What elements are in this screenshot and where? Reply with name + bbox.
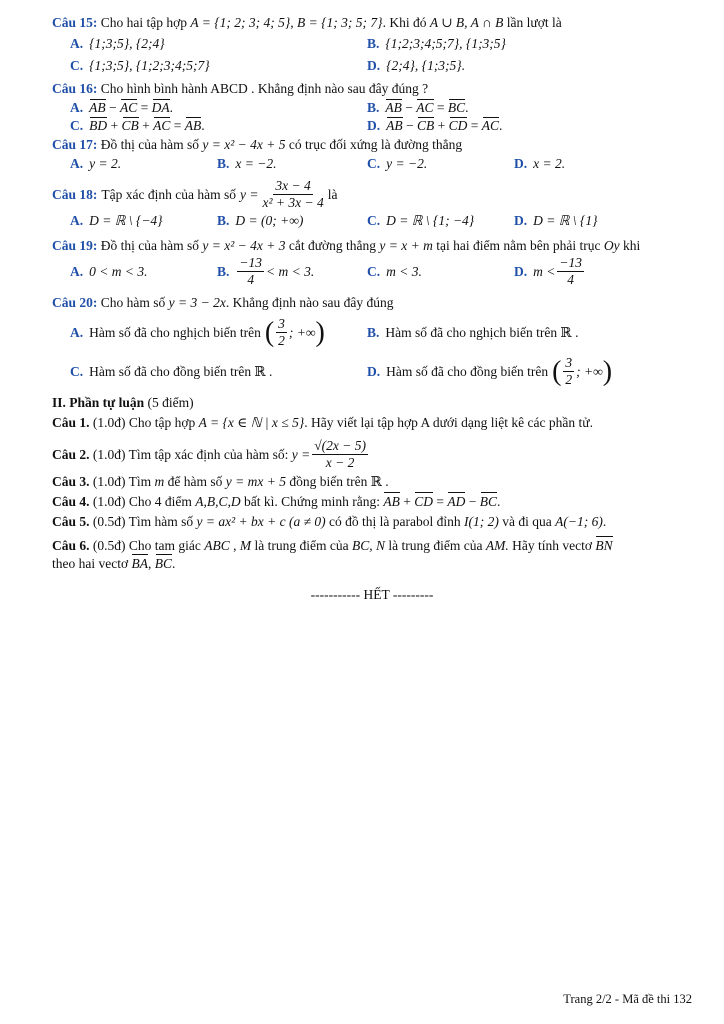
vector: BC xyxy=(447,100,466,115)
option-text: {1;3;5}, {1;2;3;4;5;7} xyxy=(89,58,210,73)
option-text: {2;4}, {1;3;5}. xyxy=(386,58,466,73)
operator: = xyxy=(137,100,152,115)
option-text: Hàm số đã cho nghịch biến trên ℝ . xyxy=(385,324,579,340)
question-19 xyxy=(52,237,692,255)
vector: AB xyxy=(89,100,106,115)
option-label: D. xyxy=(514,156,528,171)
axis-name: Oy xyxy=(603,238,620,253)
question-label: Câu 17: xyxy=(52,137,98,152)
option-a[interactable] xyxy=(70,264,217,280)
essay-text: và đi qua xyxy=(498,514,556,529)
question-stem: cắt đường thẳng xyxy=(285,238,380,253)
option-c[interactable] xyxy=(367,264,514,280)
option-label: B. xyxy=(217,156,230,171)
fraction-numerator: 3 xyxy=(565,355,573,370)
vector: AB xyxy=(383,494,400,509)
vector: CB xyxy=(417,118,435,133)
option-d[interactable] xyxy=(514,156,565,172)
math-expression: y = ax² + bx + c (a ≠ 0) xyxy=(196,514,326,529)
question-stem: có trục đối xứng là đường thẳng xyxy=(285,137,463,152)
essay-text: (1.0đ) Tìm xyxy=(89,474,155,489)
fraction xyxy=(276,316,287,349)
math-expression: y = x + m xyxy=(379,238,433,253)
option-label: A. xyxy=(70,100,84,115)
vector: CD xyxy=(448,118,468,133)
vector: DA xyxy=(151,100,170,115)
question-label: Câu 15: xyxy=(52,15,98,30)
option-label: A. xyxy=(70,324,84,340)
question-stem: Tập xác định của hàm số xyxy=(101,186,236,202)
essay-text: là trung điểm của xyxy=(385,538,486,553)
math-expression: I(1; 2) xyxy=(463,514,499,529)
fraction-numerator: √(2x − 5) xyxy=(314,438,366,453)
question-16 xyxy=(52,80,692,98)
question-stem: Cho hai tập hợp xyxy=(100,15,191,30)
punctuation: . xyxy=(201,118,205,133)
fraction-numerator: 3x − 4 xyxy=(275,178,311,193)
vector: AB xyxy=(385,100,402,115)
math-expression: A = {x ∈ ℕ | x ≤ 5} xyxy=(198,415,305,430)
interval-paren: ( xyxy=(264,316,275,348)
essay-text: (0.5đ) Tìm hàm số xyxy=(89,514,197,529)
essay-text: , xyxy=(229,538,240,553)
essay-text: (0.5đ) Cho tam giác xyxy=(89,538,205,553)
essay-text: để hàm số xyxy=(164,474,226,489)
question-17 xyxy=(52,136,692,154)
option-d[interactable] xyxy=(514,255,586,288)
option-label: B. xyxy=(367,36,380,51)
essay-section-title xyxy=(52,394,692,412)
fraction xyxy=(312,438,368,471)
options-row xyxy=(70,213,692,229)
options-row xyxy=(70,316,692,349)
end-mark: ----------- HẾT --------- xyxy=(310,587,434,602)
fraction-numerator: −13 xyxy=(239,255,263,270)
option-text: Hàm số đã cho nghịch biến trên xyxy=(89,324,261,340)
option-text: x = −2. xyxy=(235,156,277,171)
vector: BC xyxy=(154,556,172,571)
essay-label: Câu 5. xyxy=(52,514,90,529)
essay-item-1 xyxy=(52,414,692,432)
question-stem: Đồ thị của hàm số xyxy=(100,238,203,253)
option-a[interactable] xyxy=(70,213,217,229)
option-label: C. xyxy=(70,58,84,73)
option-label: C. xyxy=(70,118,84,133)
punctuation: . xyxy=(499,118,503,133)
option-b[interactable] xyxy=(367,325,578,341)
vector: CB xyxy=(121,118,139,133)
fraction xyxy=(557,255,584,288)
options-row xyxy=(70,36,692,52)
question-18 xyxy=(52,178,692,211)
math-expression: N xyxy=(372,538,385,553)
question-15 xyxy=(52,14,692,32)
interval-paren: ( xyxy=(552,355,562,387)
question-stem: là xyxy=(327,186,338,202)
option-text: D = ℝ \ {−4} xyxy=(89,213,163,228)
math-expression: y = xyxy=(291,446,311,462)
punctuation: . xyxy=(496,494,501,509)
option-text: x = 2. xyxy=(533,156,566,171)
question-label: Câu 20: xyxy=(52,295,98,310)
punctuation: . xyxy=(172,556,176,571)
math-expression: y = 3 − 2x xyxy=(168,295,226,310)
option-text: m < 3. xyxy=(386,263,422,279)
math-expression: A = {1; 2; 3; 4; 5}, B = {1; 3; 5; 7} xyxy=(190,15,383,30)
option-label: C. xyxy=(367,156,381,171)
punctuation: . xyxy=(465,100,469,115)
essay-text: đồng biến trên ℝ . xyxy=(285,474,389,489)
option-d[interactable] xyxy=(367,58,465,74)
option-label: D. xyxy=(514,263,528,279)
punctuation: , xyxy=(147,556,155,571)
math-expression: ABC xyxy=(204,538,230,553)
option-b[interactable] xyxy=(217,213,367,229)
math-expression: y = x² − 4x + 5 xyxy=(202,137,286,152)
option-label: C. xyxy=(367,263,381,279)
vector: AC xyxy=(481,118,500,133)
option-label: B. xyxy=(217,263,230,279)
vector: AD xyxy=(447,494,466,509)
option-text: Hàm số đã cho đồng biến trên xyxy=(386,363,549,379)
fraction-denominator: 4 xyxy=(247,272,255,287)
vector: AC xyxy=(120,100,138,115)
option-b[interactable] xyxy=(217,156,367,172)
fraction-denominator: 2 xyxy=(278,333,285,348)
option-text: y = 2. xyxy=(89,156,122,171)
question-stem: Cho hàm số xyxy=(100,295,169,310)
essay-text: là trung điểm của xyxy=(251,538,352,553)
math-expression: AM. xyxy=(485,538,509,553)
essay-text: . Hãy viết lại tập hợp A dưới dạng liệt kê các phần tử. xyxy=(304,415,593,430)
vector: BA xyxy=(131,556,148,571)
interval-paren: ) xyxy=(602,355,613,387)
options-row xyxy=(70,100,692,116)
option-c[interactable] xyxy=(367,213,514,229)
math-expression: y = mx + 5 xyxy=(225,474,286,489)
question-label: Câu 18: xyxy=(52,186,98,202)
operator: − xyxy=(105,100,120,115)
option-a[interactable] xyxy=(70,36,367,52)
option-label: D. xyxy=(367,363,381,379)
essay-text: có đồ thị là parabol đỉnh xyxy=(325,514,464,529)
operator: + xyxy=(399,494,415,509)
question-stem: tại hai điểm nằm bên phải trục xyxy=(432,238,604,253)
option-c[interactable] xyxy=(70,118,367,134)
essay-item-3 xyxy=(52,473,692,491)
page-footer: Trang 2/2 - Mã đề thi 132 xyxy=(563,992,692,1006)
options-row xyxy=(70,58,692,74)
essay-item-4 xyxy=(52,493,692,511)
essay-text: bất kì. Chứng minh rằng: xyxy=(240,494,384,509)
option-label: B. xyxy=(217,213,230,228)
section-points: (5 điểm) xyxy=(144,395,194,410)
option-label: D. xyxy=(514,213,528,228)
question-label: Câu 19: xyxy=(52,238,98,253)
vector: AB xyxy=(386,118,403,133)
option-d[interactable] xyxy=(367,118,502,134)
operator: + xyxy=(138,118,154,133)
options-row xyxy=(70,156,692,172)
question-stem: Cho hình bình hành ABCD . Khẳng định nào sau đây đúng ? xyxy=(100,81,429,96)
math-expression: y = xyxy=(239,186,259,202)
essay-label: Câu 6. xyxy=(52,538,90,553)
option-text: D = ℝ \ {1} xyxy=(533,213,598,228)
vector: AC xyxy=(416,100,434,115)
operator: = xyxy=(170,118,185,133)
fraction-denominator: x − 2 xyxy=(325,455,355,470)
vector: AB xyxy=(184,118,202,133)
option-label: A. xyxy=(70,36,84,51)
option-text: 0 < m < 3. xyxy=(89,263,148,279)
option-d[interactable] xyxy=(514,213,597,229)
question-stem: Đồ thị của hàm số xyxy=(100,137,203,152)
option-label: B. xyxy=(367,324,380,340)
option-b[interactable] xyxy=(367,36,506,52)
option-text: < m < 3. xyxy=(266,263,315,279)
vector: AC xyxy=(153,118,171,133)
option-label: C. xyxy=(367,213,381,228)
operator: = xyxy=(432,494,448,509)
essay-label: Câu 3. xyxy=(52,474,90,489)
question-20 xyxy=(52,294,692,312)
vector: BN xyxy=(595,538,613,553)
question-stem: . Khẳng định nào sau đây đúng xyxy=(225,295,394,310)
option-text: y = −2. xyxy=(386,156,428,171)
option-text: D = (0; +∞) xyxy=(235,213,304,228)
essay-item-2 xyxy=(52,438,692,471)
essay-item-6 xyxy=(52,537,692,573)
essay-label: Câu 2. xyxy=(52,446,90,462)
question-label: Câu 16: xyxy=(52,81,98,96)
option-c[interactable] xyxy=(367,156,514,172)
option-text: Hàm số đã cho đồng biến trên ℝ . xyxy=(89,363,273,379)
option-text: {1;3;5}, {2;4} xyxy=(89,36,165,51)
punctuation: . xyxy=(169,100,174,115)
math-expression: A,B,C,D xyxy=(195,494,241,509)
math-expression: y = x² − 4x + 3 xyxy=(202,238,286,253)
math-expression: A ∪ B, A ∩ B xyxy=(429,15,504,30)
options-row xyxy=(70,118,692,134)
operator: − xyxy=(402,118,417,133)
essay-text: (1.0đ) Cho 4 điểm xyxy=(89,494,196,509)
math-expression: M xyxy=(239,538,252,553)
option-label: D. xyxy=(367,58,381,73)
option-c[interactable] xyxy=(70,364,367,380)
option-text: D = ℝ \ {1; −4} xyxy=(386,213,475,228)
operator: + xyxy=(107,118,122,133)
exam-page xyxy=(52,14,692,603)
fraction xyxy=(260,178,325,211)
fraction-denominator: x² + 3x − 4 xyxy=(262,195,324,210)
option-text: {1;2;3;4;5;7}, {1;3;5} xyxy=(385,36,506,51)
interval-text: ; +∞ xyxy=(576,363,603,379)
option-a[interactable] xyxy=(70,100,367,116)
fraction xyxy=(563,355,574,388)
option-label: A. xyxy=(70,213,84,228)
vector: CD xyxy=(414,494,433,509)
essay-item-5 xyxy=(52,513,692,531)
punctuation: . xyxy=(602,514,607,529)
vector: BC xyxy=(479,494,497,509)
fraction-numerator: 3 xyxy=(278,316,285,331)
fraction-denominator: 4 xyxy=(567,272,575,287)
interval-text: ; +∞ xyxy=(288,324,316,340)
option-a[interactable] xyxy=(70,156,217,172)
operator: + xyxy=(434,118,449,133)
operator: = xyxy=(433,100,448,115)
fraction-numerator: −13 xyxy=(559,255,582,270)
option-label: D. xyxy=(367,118,381,133)
question-stem: . Khi đó xyxy=(382,15,430,30)
option-label: B. xyxy=(367,100,380,115)
math-expression: m xyxy=(154,474,165,489)
essay-text: (1.0đ) Cho tập hợp xyxy=(89,415,199,430)
options-row xyxy=(70,255,692,288)
interval-paren: ) xyxy=(315,316,325,348)
option-text: m < xyxy=(533,263,556,279)
operator: − xyxy=(465,494,480,509)
section-title: II. Phần tự luận xyxy=(52,395,145,410)
math-expression: BC, xyxy=(351,538,373,553)
operator: − xyxy=(401,100,417,115)
option-b[interactable] xyxy=(217,255,367,288)
option-label: A. xyxy=(70,263,84,279)
operator: = xyxy=(467,118,482,133)
question-stem: lần lượt là xyxy=(503,15,562,30)
essay-label: Câu 1. xyxy=(52,415,90,430)
vector: BD xyxy=(89,118,108,133)
option-d[interactable] xyxy=(367,355,612,388)
fraction-denominator: 2 xyxy=(565,372,573,387)
option-c[interactable] xyxy=(70,58,367,74)
essay-text: Hãy tính vectơ xyxy=(508,538,596,553)
question-stem: khi xyxy=(619,238,641,253)
option-label: C. xyxy=(70,363,84,379)
math-expression: A(−1; 6) xyxy=(555,514,603,529)
option-label: A. xyxy=(70,156,84,171)
fraction xyxy=(237,255,264,288)
essay-text: (1.0đ) Tìm tập xác định của hàm số: xyxy=(89,446,292,462)
essay-label: Câu 4. xyxy=(52,494,90,509)
option-b[interactable] xyxy=(367,100,469,116)
options-row xyxy=(70,355,692,388)
option-a[interactable] xyxy=(70,316,367,349)
essay-text: theo hai vectơ xyxy=(52,556,132,571)
